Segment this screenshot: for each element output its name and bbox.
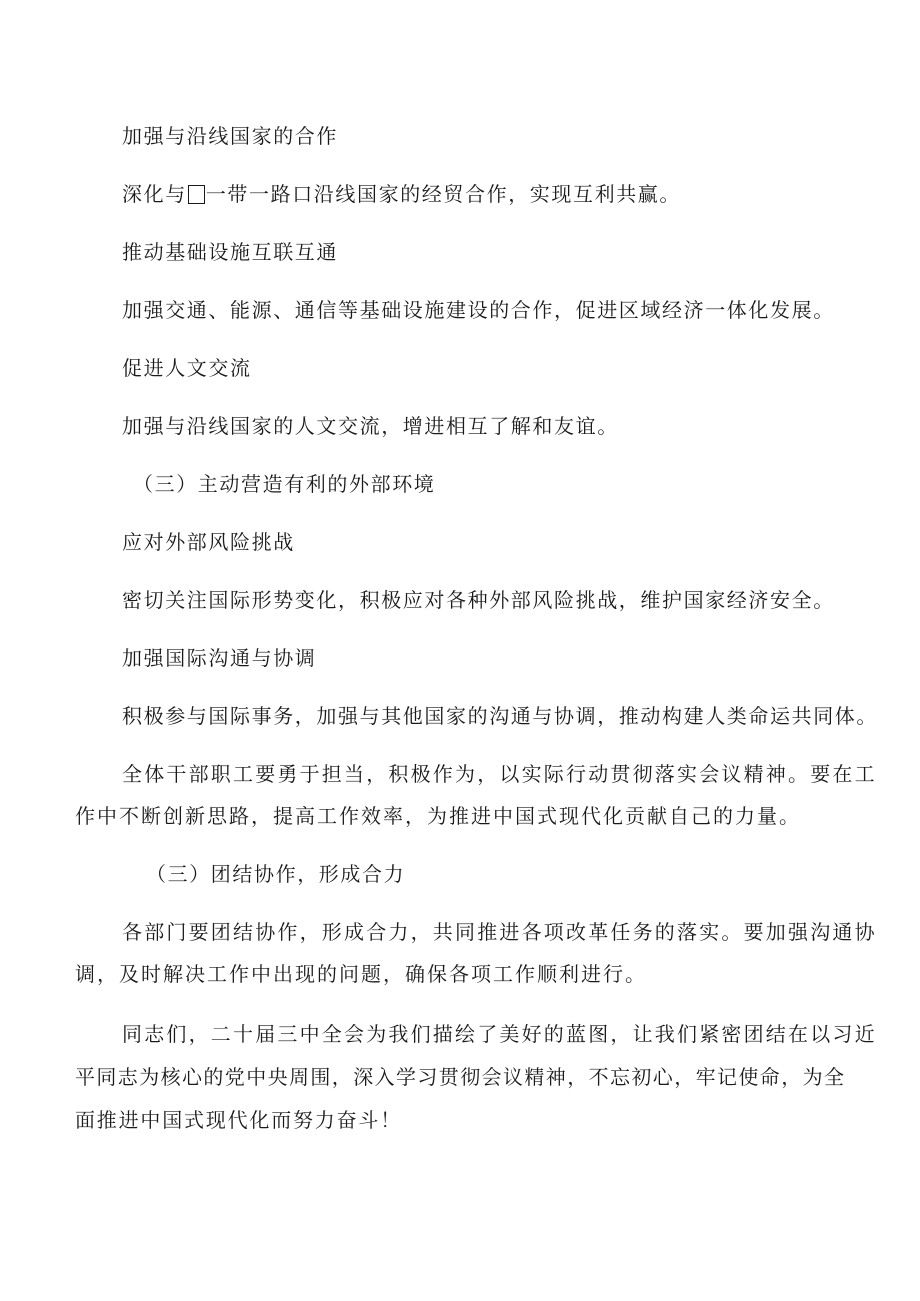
paragraph-line: 平同志为核心的党中央周围，深入学习贯彻会议精神，不忘初心，牢记使命，为全 (75, 1065, 846, 1089)
section-heading-external: （三）主动营造有利的外部环境 (133, 472, 436, 496)
text-fragment: 一带一路口沿线国家的经贸合作，实现互利共赢。 (205, 182, 682, 206)
paragraph-line: 全体干部职工要勇于担当，积极作为，以实际行动贯彻落实会议精神。要在工 (122, 762, 877, 786)
paragraph-line: 作中不断创新思路，提高工作效率，为推进中国式现代化贡献自己的力量。 (75, 804, 801, 828)
text-line-communication: 积极参与国际事务，加强与其他国家的沟通与协调，推动构建人类命运共同体。 (122, 704, 878, 728)
text-line-belt-road (122, 180, 681, 208)
subheading-risk: 应对外部风险挑战 (122, 530, 295, 554)
subheading-cooperation: 加强与沿线国家的合作 (122, 124, 338, 148)
text-line-culture: 加强与沿线国家的人文交流，增进相互了解和友谊。 (122, 414, 619, 438)
subheading-culture: 促进人文交流 (122, 356, 252, 380)
subheading-communication: 加强国际沟通与协调 (122, 646, 317, 670)
text-line-risk: 密切关注国际形势变化，积极应对各种外部风险挑战，维护国家经济安全。 (122, 588, 835, 612)
missing-glyph-box-icon (188, 185, 205, 204)
text-fragment: 深化与 (122, 182, 187, 206)
paragraph-line: 各部门要团结协作，形成合力，共同推进各项改革任务的落实。要加强沟通协 (122, 920, 877, 944)
subheading-infrastructure: 推动基础设施互联互通 (122, 240, 338, 264)
text-line-infrastructure: 加强交通、能源、通信等基础设施建设的合作，促进区域经济一体化发展。 (122, 298, 835, 322)
paragraph-line: 调，及时解决工作中出现的问题，确保各项工作顺利进行。 (75, 962, 647, 986)
paragraph-line: 面推进中国式现代化而努力奋斗！ (75, 1108, 402, 1132)
paragraph-line: 同志们，二十届三中全会为我们描绘了美好的蓝图，让我们紧密团结在以习近 (122, 1022, 877, 1046)
section-heading-unity: （三）团结协作，形成合力 (146, 862, 406, 886)
